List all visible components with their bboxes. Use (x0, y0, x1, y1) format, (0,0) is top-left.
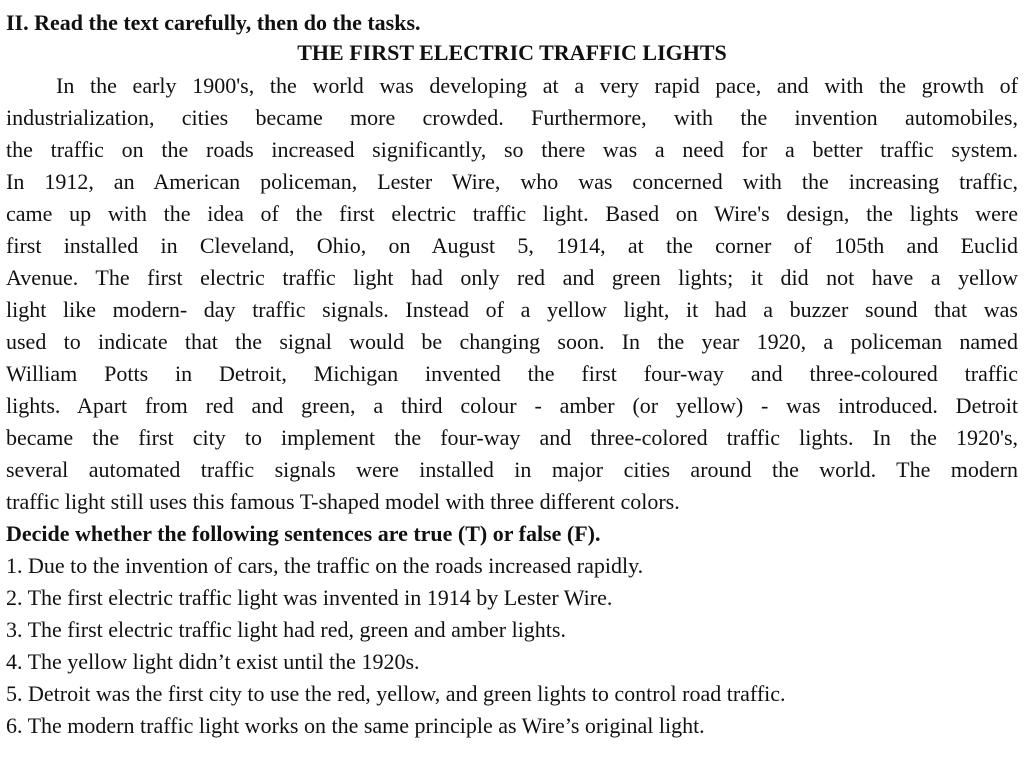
statement-item: 3. The first electric traffic light had red, green and amber lights. (6, 617, 566, 642)
passage-line: light like modern- day traffic signals. Instead of a yellow light, it had a buzzer sound that was (6, 297, 1018, 322)
passage-line: became the first city to implement the four-way and three-colored traffic lights. In the 1920's, (6, 425, 1018, 450)
passage-line: came up with the idea of the first electric traffic light. Based on Wire's design, the lights were (6, 201, 1018, 226)
worksheet-page (6, 8, 1018, 742)
passage-line: traffic light still uses this famous T-shaped model with three different colors. (6, 489, 680, 514)
passage-title: THE FIRST ELECTRIC TRAFFIC LIGHTS (297, 40, 727, 65)
passage-line: first installed in Cleveland, Ohio, on August 5, 1914, at the corner of 105th and Euclid (6, 233, 1018, 258)
statement-item: 2. The first electric traffic light was invented in 1914 by Lester Wire. (6, 585, 613, 610)
passage-line: In 1912, an American policeman, Lester Wire, who was concerned with the increasing traffic, (6, 169, 1018, 194)
statement-item: 5. Detroit was the first city to use the red, yellow, and green lights to control road traffic. (6, 681, 786, 706)
statement-item: 4. The yellow light didn’t exist until the 1920s. (6, 649, 420, 674)
statement-item: 6. The modern traffic light works on the same principle as Wire’s original light. (6, 713, 705, 738)
section-heading: II. Read the text carefully, then do the tasks. (6, 10, 421, 35)
passage-line: William Potts in Detroit, Michigan invented the first four-way and three-coloured traffic (6, 361, 1018, 386)
task-instruction: Decide whether the following sentences are true (T) or false (F). (6, 521, 601, 546)
passage-line: industrialization, cities became more crowded. Furthermore, with the invention automobiles, (6, 105, 1018, 130)
passage-line: several automated traffic signals were installed in major cities around the world. The modern (6, 457, 1018, 482)
reading-passage (6, 70, 1018, 518)
statement-list (6, 550, 1018, 742)
passage-line: used to indicate that the signal would be changing soon. In the year 1920, a policeman named (6, 329, 1018, 354)
passage-line: the traffic on the roads increased significantly, so there was a need for a better traffic system. (6, 137, 1018, 162)
passage-line: In the early 1900's, the world was developing at a very rapid pace, and with the growth of (56, 73, 1018, 98)
passage-line: lights. Apart from red and green, a third colour - amber (or yellow) - was introduced. Detroit (6, 393, 1018, 418)
statement-item: 1. Due to the invention of cars, the traffic on the roads increased rapidly. (6, 553, 644, 578)
passage-line: Avenue. The first electric traffic light had only red and green lights; it did not have a yellow (6, 265, 1018, 290)
